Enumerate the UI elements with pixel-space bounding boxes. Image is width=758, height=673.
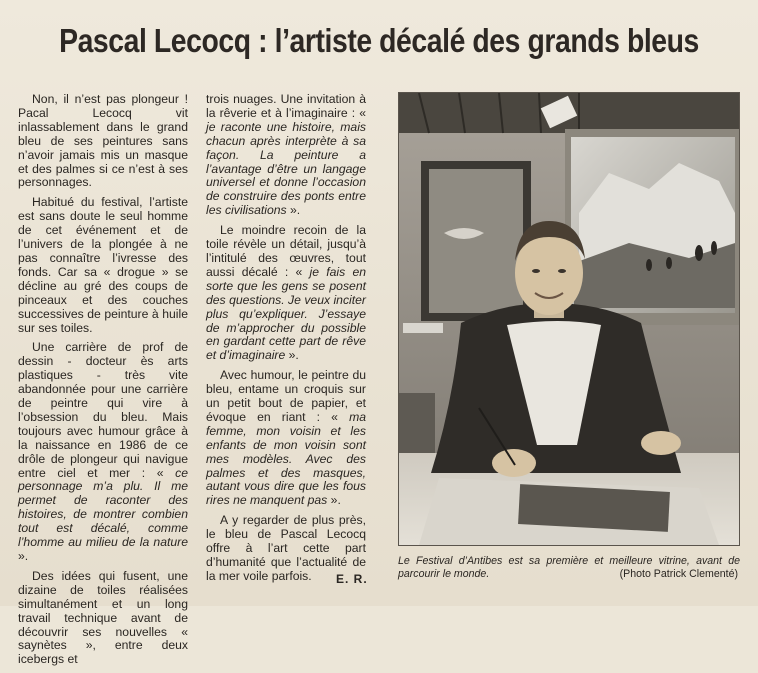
article-photo bbox=[398, 92, 740, 546]
paragraph bbox=[206, 93, 366, 218]
headline: Pascal Lecocq : l’artiste décalé des grands bleus bbox=[59, 22, 699, 59]
quote-text: ce personnage m’a plu. Il me permet de raconter des histoires, de montrer combien tout est décalé, comme l’homme au milieu de la nature bbox=[18, 465, 188, 550]
quote-text: je fais en sorte que les gens se posent des questions. Je veux inciter plus qu’expliquer. J’essaye de m’approcher du possible en gardant cette part de rêve et d’imaginaire bbox=[206, 264, 367, 363]
article-column-1 bbox=[18, 93, 188, 673]
paragraph bbox=[206, 224, 366, 363]
paragraph: A y regarder de plus près, le bleu de Pascal Lecocq offre à l’art cette part d’humanité que l’actualité de la mer voile parfois. bbox=[206, 513, 366, 583]
caption-text: Le Festival d’Antibes est sa première et meilleure vitrine, avant de parcourir le monde. bbox=[398, 555, 740, 580]
paragraph: Non, il n’est pas plongeur ! Pacal Lecocq vit inlassablement dans le grand bleu de ses peintures sans n’avoir jamais mis un masque et des palmes si ce n’est à ses personnages. bbox=[18, 92, 188, 190]
paragraph: Habitué du festival, l’artiste est sans doute le seul homme de cet événement et de l’univers de la plongée à ne pas connaître l’ivresse des fonds. Car sa « drogue » se décline au gré des coups de pinceaux et des couches successives de peinture à huile sur ses toiles. bbox=[18, 195, 188, 335]
paragraph-text: ». bbox=[285, 348, 299, 363]
photo-artist-at-work bbox=[399, 93, 739, 545]
paragraph-text: Une carrière de prof de dessin - docteur ès arts plastiques - très vite abandonnée pour une carrière de peintre qui vire à l’obsession du bleu. Mais toujours avec humour grâce à la naissance en 1986 de ce drôle de plongeur qui navigue entre ciel et mer : « bbox=[18, 340, 188, 480]
paragraph-text: trois nuages. Une invitation à la rêverie et à l’imaginaire : « bbox=[206, 92, 366, 120]
photo-credit: (Photo Patrick Clementé) bbox=[619, 568, 738, 580]
paragraph-text: ». bbox=[286, 203, 301, 218]
article-column-2 bbox=[206, 93, 366, 590]
quote-text: je raconte une histoire, mais chacun après interprète à sa façon. La peinture a l’avantage d’être un langage universel et donne l’occasion de construire des ponts entre les civilisations bbox=[206, 119, 366, 218]
paragraph: Des idées qui fusent, une dizaine de toiles réalisées simultanément et un long travail technique avant de découvrir ses nouvelles « saynètes », entre deux icebergs et bbox=[18, 568, 188, 667]
paragraph bbox=[206, 369, 366, 508]
paragraph-text: ». bbox=[327, 493, 341, 508]
paragraph bbox=[18, 341, 188, 564]
quote-text: ma femme, mon voisin et les enfants de mon voisin sont mes modèles. Avec des palmes et des masques, autant vous dire que les fous rires ne manquent pas bbox=[206, 409, 366, 508]
paragraph-text: ». bbox=[18, 549, 29, 563]
signature: E. R. bbox=[336, 572, 368, 586]
paragraph-text: Avec humour, le peintre du bleu, entame un croquis sur un petit bout de papier, et évoque en riant : « bbox=[206, 368, 366, 424]
paragraph-text: Le moindre recoin de la toile révèle un détail, jusqu’à l’intitulé des œuvres, tout aussi décalé : « bbox=[206, 223, 366, 279]
